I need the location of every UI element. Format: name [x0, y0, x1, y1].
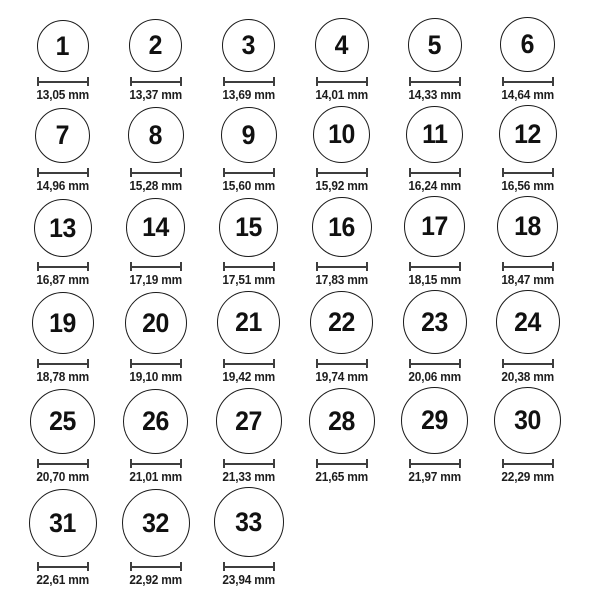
- diameter-measure-bar: [411, 266, 459, 268]
- diameter-measure-bar: [411, 363, 459, 365]
- ring-circle: [123, 389, 188, 454]
- ring-size-cell: [109, 19, 202, 102]
- ring-size-number: 9: [241, 119, 256, 150]
- diameter-measure-bar: [411, 81, 459, 83]
- ring-size-number: 21: [235, 307, 262, 337]
- ring-circle: [32, 292, 94, 354]
- ring-size-cell: [295, 106, 388, 193]
- ring-circle: [406, 106, 463, 163]
- diameter-measure-bar: [411, 463, 459, 465]
- ring-circle: [126, 198, 185, 257]
- ring-circle: [313, 106, 370, 163]
- diameter-measure-line: [223, 562, 275, 571]
- ring-circle: [128, 107, 184, 163]
- diameter-measure-line: [130, 359, 182, 368]
- ring-size-number: 25: [49, 406, 76, 436]
- diameter-measure-line: [130, 562, 182, 571]
- ring-diameter-label: 15,28 mm: [129, 179, 182, 193]
- ring-size-cell: [109, 292, 202, 384]
- ring-size-cell: [481, 105, 574, 193]
- ring-diameter-label: 13,69 mm: [222, 88, 275, 102]
- diameter-measure-bar: [132, 172, 180, 174]
- ring-size-number: 5: [427, 29, 442, 60]
- ring-size-number: 20: [142, 307, 169, 338]
- diameter-measure-line: [409, 168, 461, 177]
- ring-size-number: 4: [334, 29, 349, 60]
- ring-circle: [497, 196, 558, 257]
- ring-size-number: 22: [328, 307, 355, 337]
- ring-size-number: 28: [328, 405, 355, 436]
- diameter-measure-bar: [39, 172, 87, 174]
- ring-size-cell: [481, 196, 574, 287]
- diameter-measure-line: [130, 77, 182, 86]
- ring-diameter-label: 15,60 mm: [222, 179, 275, 193]
- diameter-measure-line: [37, 459, 89, 468]
- diameter-measure-bar: [39, 566, 87, 568]
- diameter-measure-bar: [504, 363, 552, 365]
- ring-size-number: 6: [520, 29, 535, 59]
- ring-diameter-label: 19,42 mm: [222, 370, 275, 384]
- diameter-measure-bar: [318, 363, 366, 365]
- ring-diameter-label: 16,56 mm: [501, 179, 554, 193]
- diameter-measure-line: [502, 77, 554, 86]
- ring-diameter-label: 22,29 mm: [501, 470, 554, 484]
- ring-circle: [214, 487, 284, 557]
- ring-diameter-label: 14,33 mm: [408, 88, 461, 102]
- diameter-measure-line: [502, 168, 554, 177]
- diameter-measure-bar: [39, 363, 87, 365]
- ring-circle: [122, 489, 190, 557]
- ring-circle: [216, 388, 282, 454]
- ring-size-number: 32: [142, 507, 169, 538]
- diameter-measure-line: [316, 77, 368, 86]
- ring-size-number: 7: [55, 120, 70, 150]
- ring-circle: [499, 105, 557, 163]
- ring-size-number: 24: [514, 306, 541, 337]
- ring-size-cell: [388, 196, 481, 287]
- ring-size-cell: [109, 389, 202, 484]
- ring-size-row: [16, 196, 600, 287]
- ring-diameter-label: 17,51 mm: [222, 273, 275, 287]
- ring-size-cell: [202, 19, 295, 102]
- ring-size-cell: [295, 291, 388, 384]
- ring-diameter-label: 21,01 mm: [129, 470, 182, 484]
- ring-circle: [312, 197, 372, 257]
- diameter-measure-bar: [132, 266, 180, 268]
- ring-circle: [35, 108, 90, 163]
- ring-diameter-label: 22,61 mm: [36, 573, 89, 587]
- ring-size-cell: [16, 292, 109, 384]
- ring-size-number: 3: [241, 30, 256, 60]
- ring-size-row: [16, 487, 600, 587]
- diameter-measure-line: [316, 168, 368, 177]
- ring-size-number: 1: [55, 30, 70, 61]
- ring-size-number: 30: [514, 405, 541, 435]
- ring-circle: [129, 19, 182, 72]
- ring-size-number: 33: [235, 506, 262, 537]
- ring-size-number: 11: [421, 119, 448, 149]
- ring-size-row: [16, 17, 600, 102]
- ring-diameter-label: 18,78 mm: [36, 370, 89, 384]
- ring-size-cell: [202, 291, 295, 384]
- diameter-measure-bar: [225, 363, 273, 365]
- ring-circle: [125, 292, 187, 354]
- ring-size-cell: [16, 199, 109, 287]
- diameter-measure-bar: [225, 566, 273, 568]
- ring-size-cell: [388, 106, 481, 193]
- ring-size-cell: [202, 107, 295, 193]
- ring-diameter-label: 19,10 mm: [129, 370, 182, 384]
- ring-circle: [37, 20, 89, 72]
- ring-diameter-label: 21,97 mm: [408, 470, 461, 484]
- ring-diameter-label: 13,37 mm: [129, 88, 182, 102]
- diameter-measure-line: [130, 168, 182, 177]
- ring-size-number: 17: [421, 211, 448, 241]
- ring-diameter-label: 14,64 mm: [501, 88, 554, 102]
- ring-diameter-label: 20,38 mm: [501, 370, 554, 384]
- ring-diameter-label: 16,24 mm: [408, 179, 461, 193]
- ring-circle: [221, 107, 277, 163]
- ring-size-number: 26: [142, 406, 169, 436]
- diameter-measure-bar: [318, 81, 366, 83]
- ring-circle: [222, 19, 275, 72]
- diameter-measure-line: [223, 359, 275, 368]
- ring-diameter-label: 15,92 mm: [315, 179, 368, 193]
- diameter-measure-bar: [39, 266, 87, 268]
- ring-size-number: 14: [142, 212, 169, 242]
- diameter-measure-bar: [318, 172, 366, 174]
- ring-circle: [500, 17, 555, 72]
- ring-circle: [309, 388, 375, 454]
- ring-size-cell: [109, 198, 202, 287]
- ring-size-cell: [295, 388, 388, 484]
- diameter-measure-bar: [318, 266, 366, 268]
- ring-size-cell: [295, 18, 388, 102]
- ring-circle: [217, 291, 280, 354]
- diameter-measure-line: [223, 77, 275, 86]
- diameter-measure-bar: [504, 266, 552, 268]
- ring-diameter-label: 23,94 mm: [222, 573, 275, 587]
- ring-size-number: 8: [148, 119, 163, 150]
- ring-circle: [219, 198, 278, 257]
- ring-circle: [34, 199, 92, 257]
- ring-size-number: 13: [49, 212, 76, 243]
- diameter-measure-bar: [39, 463, 87, 465]
- ring-diameter-label: 14,01 mm: [315, 88, 368, 102]
- diameter-measure-line: [37, 262, 89, 271]
- ring-size-number: 23: [421, 306, 448, 337]
- ring-size-number: 31: [49, 507, 76, 538]
- ring-size-number: 15: [235, 212, 262, 242]
- ring-circle: [29, 489, 97, 557]
- diameter-measure-bar: [504, 172, 552, 174]
- ring-size-number: 29: [421, 405, 448, 435]
- ring-size-cell: [16, 389, 109, 484]
- diameter-measure-line: [502, 459, 554, 468]
- ring-size-cell: [388, 290, 481, 384]
- ring-size-number: 16: [328, 211, 355, 242]
- diameter-measure-bar: [225, 81, 273, 83]
- diameter-measure-bar: [225, 463, 273, 465]
- diameter-measure-bar: [318, 463, 366, 465]
- ring-size-cell: [109, 107, 202, 193]
- diameter-measure-line: [37, 168, 89, 177]
- diameter-measure-line: [409, 359, 461, 368]
- ring-size-number: 19: [49, 307, 76, 338]
- ring-size-number: 10: [328, 119, 355, 149]
- diameter-measure-line: [502, 359, 554, 368]
- diameter-measure-line: [223, 459, 275, 468]
- ring-size-cell: [16, 20, 109, 102]
- ring-diameter-label: 13,05 mm: [36, 88, 89, 102]
- diameter-measure-line: [37, 359, 89, 368]
- ring-size-cell: [388, 18, 481, 102]
- diameter-measure-line: [409, 77, 461, 86]
- diameter-measure-line: [316, 459, 368, 468]
- ring-circle: [404, 196, 465, 257]
- diameter-measure-line: [223, 168, 275, 177]
- ring-circle: [310, 291, 373, 354]
- ring-diameter-label: 21,65 mm: [315, 470, 368, 484]
- diameter-measure-bar: [504, 463, 552, 465]
- ring-size-row: [16, 290, 600, 384]
- diameter-measure-line: [37, 77, 89, 86]
- ring-size-cell: [481, 387, 574, 484]
- ring-circle: [494, 387, 561, 454]
- diameter-measure-line: [223, 262, 275, 271]
- ring-diameter-label: 19,74 mm: [315, 370, 368, 384]
- ring-size-cell: [16, 108, 109, 193]
- ring-diameter-label: 20,70 mm: [36, 470, 89, 484]
- ring-diameter-label: 17,19 mm: [129, 273, 182, 287]
- diameter-measure-line: [409, 262, 461, 271]
- ring-size-number: 18: [514, 211, 541, 241]
- ring-size-number: 2: [148, 30, 163, 60]
- diameter-measure-line: [316, 262, 368, 271]
- ring-size-cell: [16, 489, 109, 587]
- diameter-measure-line: [130, 262, 182, 271]
- diameter-measure-line: [37, 562, 89, 571]
- ring-size-cell: [295, 197, 388, 287]
- diameter-measure-line: [502, 262, 554, 271]
- ring-circle: [408, 18, 462, 72]
- diameter-measure-bar: [132, 463, 180, 465]
- ring-diameter-label: 14,96 mm: [36, 179, 89, 193]
- diameter-measure-bar: [132, 81, 180, 83]
- ring-diameter-label: 18,47 mm: [501, 273, 554, 287]
- ring-circle: [403, 290, 467, 354]
- ring-diameter-label: 21,33 mm: [222, 470, 275, 484]
- diameter-measure-bar: [225, 266, 273, 268]
- ring-size-cell: [481, 17, 574, 102]
- ring-diameter-label: 22,92 mm: [129, 573, 182, 587]
- diameter-measure-line: [316, 359, 368, 368]
- ring-diameter-label: 18,15 mm: [408, 273, 461, 287]
- ring-size-cell: [202, 388, 295, 484]
- diameter-measure-bar: [132, 363, 180, 365]
- ring-size-row: [16, 387, 600, 484]
- ring-circle: [401, 387, 468, 454]
- ring-size-number: 12: [514, 118, 541, 149]
- diameter-measure-bar: [411, 172, 459, 174]
- ring-circle: [496, 290, 560, 354]
- diameter-measure-bar: [39, 81, 87, 83]
- diameter-measure-bar: [225, 172, 273, 174]
- ring-size-cell: [202, 487, 295, 587]
- ring-circle: [315, 18, 369, 72]
- ring-size-cell: [109, 489, 202, 587]
- ring-size-cell: [202, 198, 295, 287]
- ring-size-cell: [388, 387, 481, 484]
- diameter-measure-line: [409, 459, 461, 468]
- ring-size-row: [16, 105, 600, 193]
- ring-diameter-label: 17,83 mm: [315, 273, 368, 287]
- ring-diameter-label: 16,87 mm: [36, 273, 89, 287]
- diameter-measure-bar: [132, 566, 180, 568]
- ring-diameter-label: 20,06 mm: [408, 370, 461, 384]
- ring-circle: [30, 389, 95, 454]
- ring-size-number: 27: [235, 405, 262, 436]
- ring-size-cell: [481, 290, 574, 384]
- diameter-measure-bar: [504, 81, 552, 83]
- diameter-measure-line: [130, 459, 182, 468]
